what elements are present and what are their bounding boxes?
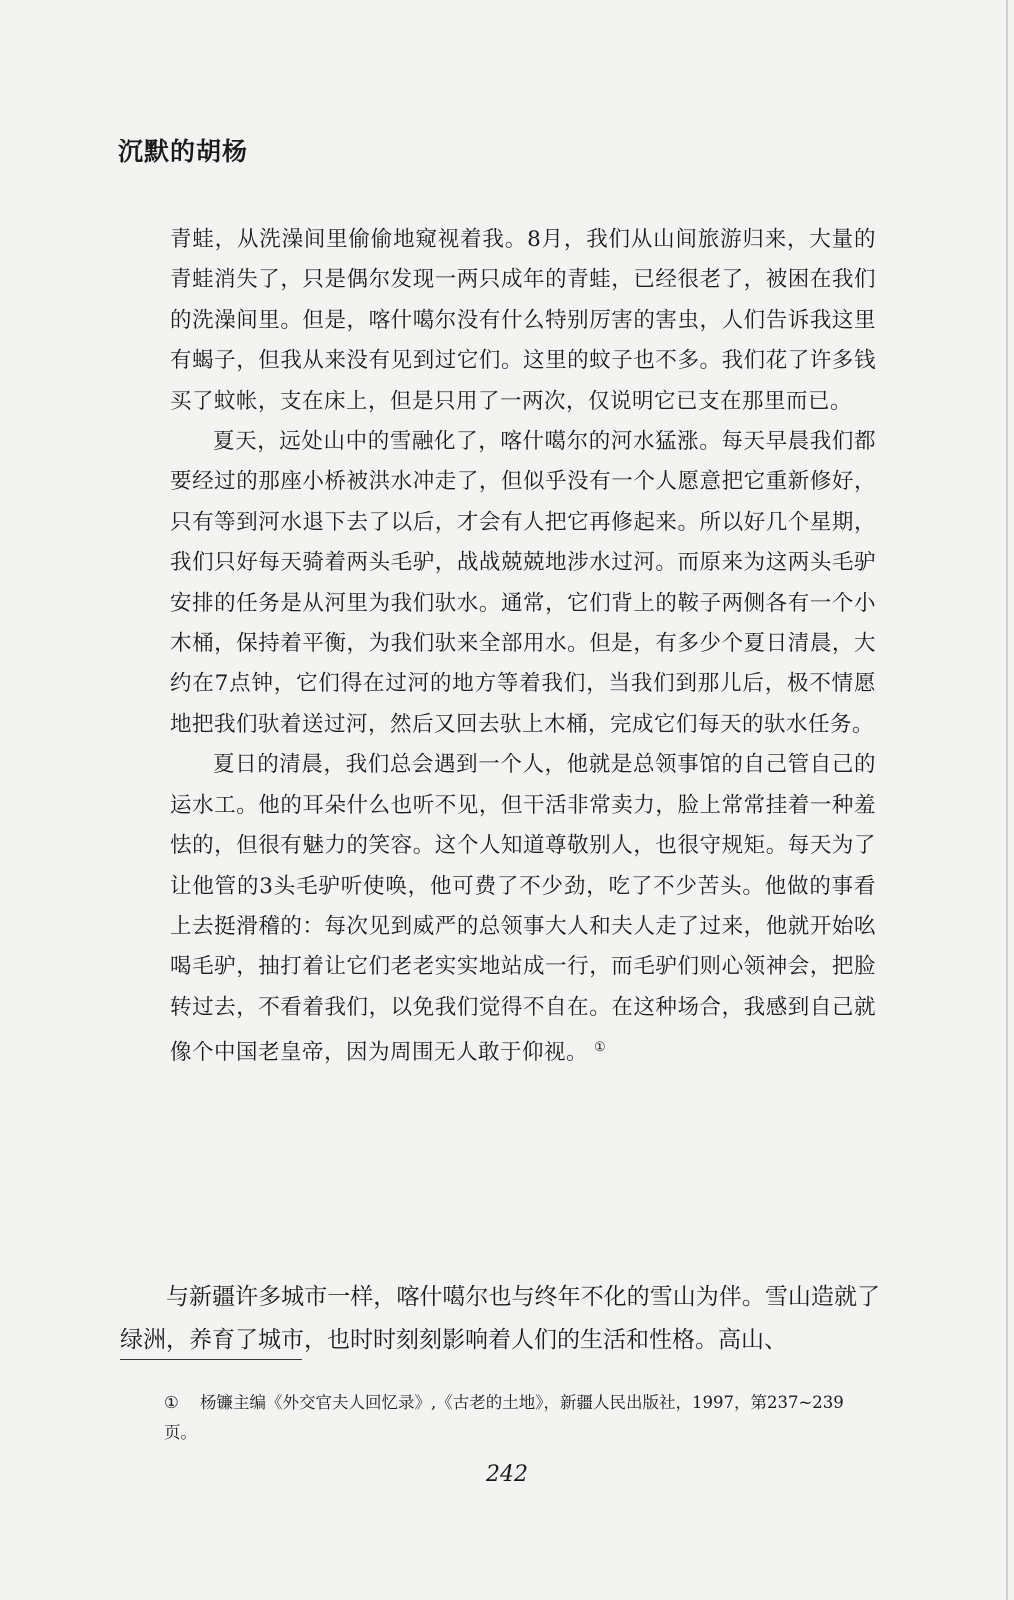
body-paragraph: 与新疆许多城市一样，喀什噶尔也与终年不化的雪山为伴。雪山造就了绿洲，养育了城市，也时时刻刻影响着人们的生活和性格。高山、: [120, 1284, 880, 1353]
page-number: 242: [486, 1462, 528, 1487]
running-head: 沉默的胡杨: [118, 137, 249, 166]
quote-paragraph: 青蛙，从洗澡间里偷偷地窥视着我。8月，我们从山间旅游归来，大量的青蛙消失了，只是偶尔发现一两只成年的青蛙，已经很老了，被困在我们的洗澡间里。但是，喀什噶尔没有什么特别厉害的害虫，人们告诉我这里有蝎子，但我从来没有见到过它们。这里的蚊子也不多。我们花了许多钱买了蚊帐，支在床上，但是只用了一两次，仅说明它已支在那里而已。: [170, 227, 876, 414]
footnote-reference: ①: [594, 1040, 607, 1056]
quoted-passage: [170, 220, 876, 1074]
quote-paragraph: 夏天，远处山中的雪融化了，喀什噶尔的河水猛涨。每天早晨我们都要经过的那座小桥被洪水冲走了，但似乎没有一个人愿意把它重新修好，只有等到河水退下去了以后，才会有人把它再修起来。所以好几个星期，我们只好每天骑着两头毛驴，战战兢兢地涉水过河。而原来为这两头毛驴安排的任务是从河里为我们驮水。通常，它们背上的鞍子两侧各有一个小木桶，保持着平衡，为我们驮来全部用水。但是，有多少个夏日清晨，大约在7点钟，它们得在过河的地方等着我们，当我们到那儿后，极不情愿地把我们驮着送过河，然后又回去驮上木桶，完成它们每天的驮水任务。: [170, 429, 876, 737]
footnote-text: 杨镰主编《外交官夫人回忆录》,《古老的土地》，新疆人民出版社，1997，第237~239页。: [164, 1393, 844, 1442]
quote-paragraph: [170, 745, 876, 1073]
footnote: [164, 1388, 876, 1448]
footnote-number: ①: [164, 1393, 179, 1412]
body-text: [120, 1276, 880, 1362]
page-edge-shadow: [1006, 0, 1008, 1600]
quote-paragraph-text: 夏日的清晨，我们总会遇到一个人，他就是总领事馆的自己管自己的运水工。他的耳朵什么也听不见，但干活非常卖力，脸上常常挂着一种羞怯的，但很有魅力的笑容。这个人知道尊敬别人，也很守规矩。每天为了让他管的3头毛驴听使唤，他可费了不少劲，吃了不少苦头。他做的事看上去挺滑稽的：每次见到威严的总领事大人和夫人走了过来，他就开始吆喝毛驴，抽打着让它们老老实实地站成一行，而毛驴们则心领神会，把脸转过去，不看着我们，以免我们觉得不自在。在这种场合，我感到自己就像个中国老皇帝，因为周围无人敢于仰视。: [170, 752, 876, 1066]
footnote-separator: [120, 1359, 302, 1360]
